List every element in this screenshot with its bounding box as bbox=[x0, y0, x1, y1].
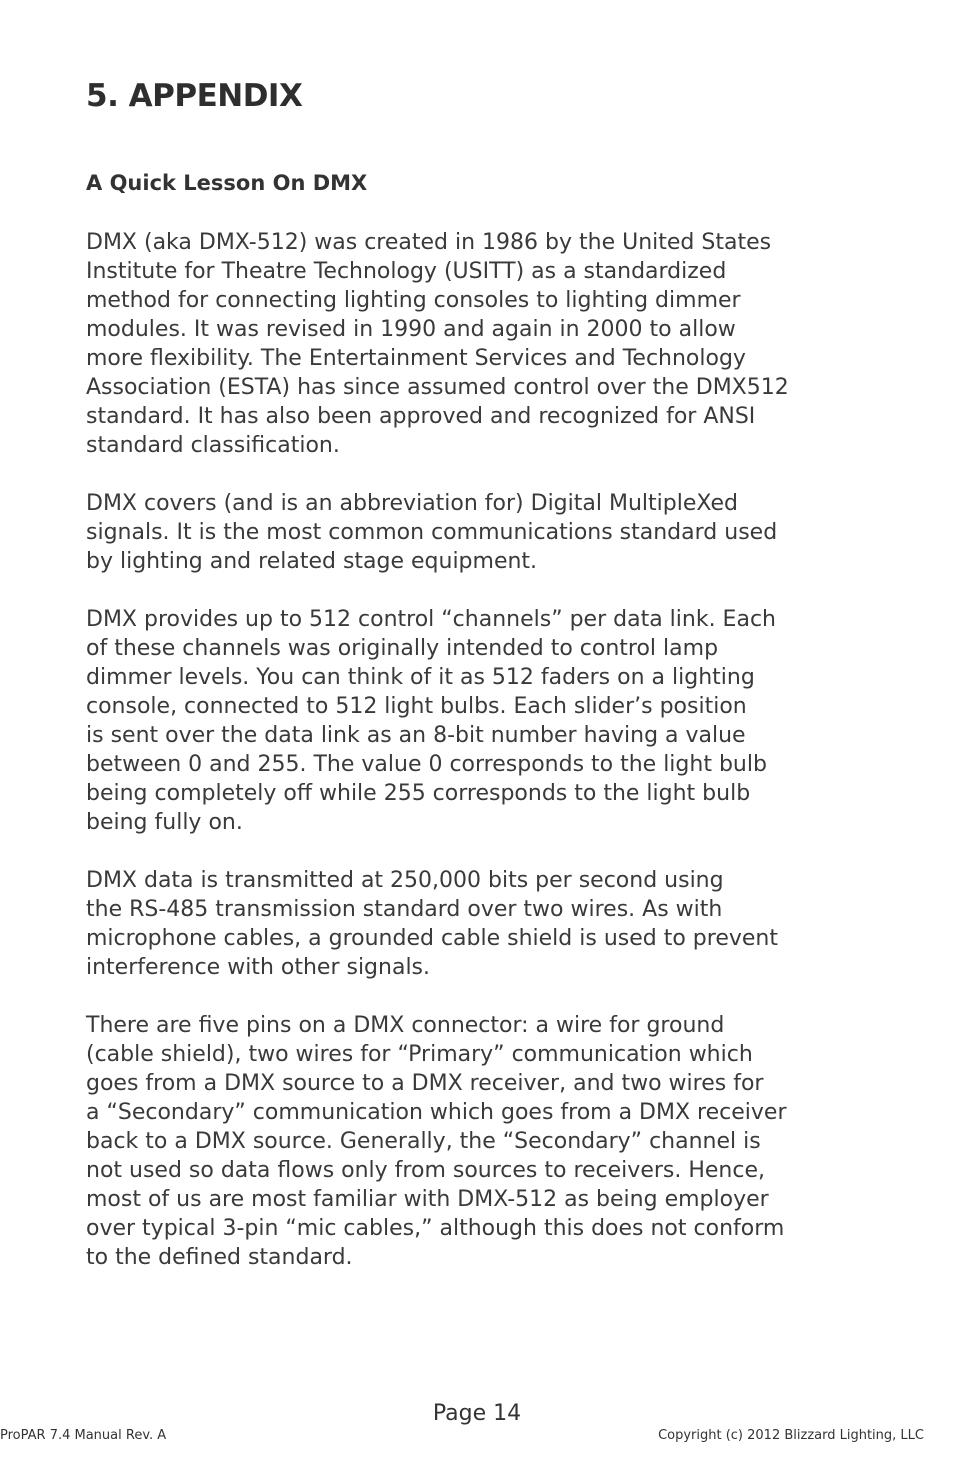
text-line: Association (ESTA) has since assumed control over the DMX512 bbox=[86, 375, 789, 400]
text-line: There are five pins on a DMX connector: a wire for ground bbox=[86, 1013, 725, 1038]
text-line: the RS-485 transmission standard over two wires. As with bbox=[86, 897, 723, 922]
text-line: DMX provides up to 512 control “channels” per data link. Each bbox=[86, 607, 776, 632]
text-line: goes from a DMX source to a DMX receiver, and two wires for bbox=[86, 1071, 764, 1096]
text-line: of these channels was originally intended to control lamp bbox=[86, 636, 719, 661]
text-line: more flexibility. The Entertainment Services and Technology bbox=[86, 346, 746, 371]
footer-copyright: Copyright (c) 2012 Blizzard Lighting, LLC bbox=[658, 1428, 924, 1443]
paragraph-dmx-abbreviation bbox=[86, 489, 886, 576]
text-line: standard. It has also been approved and recognized for ANSI bbox=[86, 404, 756, 429]
text-line: Institute for Theatre Technology (USITT) as a standardized bbox=[86, 259, 727, 284]
text-line: method for connecting lighting consoles to lighting dimmer bbox=[86, 288, 741, 313]
text-line: (cable shield), two wires for “Primary” communication which bbox=[86, 1042, 753, 1067]
text-line: to the defined standard. bbox=[86, 1245, 353, 1270]
text-line: console, connected to 512 light bulbs. Each slider’s position bbox=[86, 694, 747, 719]
text-line: interference with other signals. bbox=[86, 955, 431, 980]
text-line: is sent over the data link as an 8-bit number having a value bbox=[86, 723, 746, 748]
text-line: being fully on. bbox=[86, 810, 243, 835]
text-line: a “Secondary” communication which goes from a DMX receiver bbox=[86, 1100, 787, 1125]
text-line: between 0 and 255. The value 0 corresponds to the light bulb bbox=[86, 752, 767, 777]
text-line: being completely off while 255 corresponds to the light bulb bbox=[86, 781, 751, 806]
paragraph-dmx-transmission bbox=[86, 866, 886, 982]
text-line: dimmer levels. You can think of it as 512 faders on a lighting bbox=[86, 665, 755, 690]
paragraph-dmx-history bbox=[86, 228, 886, 460]
text-line: not used so data flows only from sources to receivers. Hence, bbox=[86, 1158, 765, 1183]
text-line: DMX data is transmitted at 250,000 bits per second using bbox=[86, 868, 724, 893]
text-line: microphone cables, a grounded cable shield is used to prevent bbox=[86, 926, 778, 951]
section-heading: A Quick Lesson On DMX bbox=[86, 171, 368, 195]
text-line: over typical 3-pin “mic cables,” although this does not conform bbox=[86, 1216, 785, 1241]
text-line: back to a DMX source. Generally, the “Secondary” channel is bbox=[86, 1129, 761, 1154]
page-number: Page 14 bbox=[432, 1401, 522, 1426]
text-line: DMX covers (and is an abbreviation for) Digital MultipleXed bbox=[86, 491, 738, 516]
paragraph-dmx-channels bbox=[86, 605, 886, 837]
text-line: modules. It was revised in 1990 and again in 2000 to allow bbox=[86, 317, 736, 342]
text-line: DMX (aka DMX-512) was created in 1986 by the United States bbox=[86, 230, 772, 255]
text-line: signals. It is the most common communications standard used bbox=[86, 520, 778, 545]
body-text bbox=[86, 228, 886, 1301]
text-line: by lighting and related stage equipment. bbox=[86, 549, 538, 574]
text-line: standard classification. bbox=[86, 433, 340, 458]
paragraph-dmx-connector-pins bbox=[86, 1011, 886, 1272]
footer-manual-name: ProPAR 7.4 Manual Rev. A bbox=[0, 1428, 167, 1443]
text-line: most of us are most familiar with DMX-512 as being employer bbox=[86, 1187, 769, 1212]
page-title: 5. APPENDIX bbox=[86, 78, 303, 114]
